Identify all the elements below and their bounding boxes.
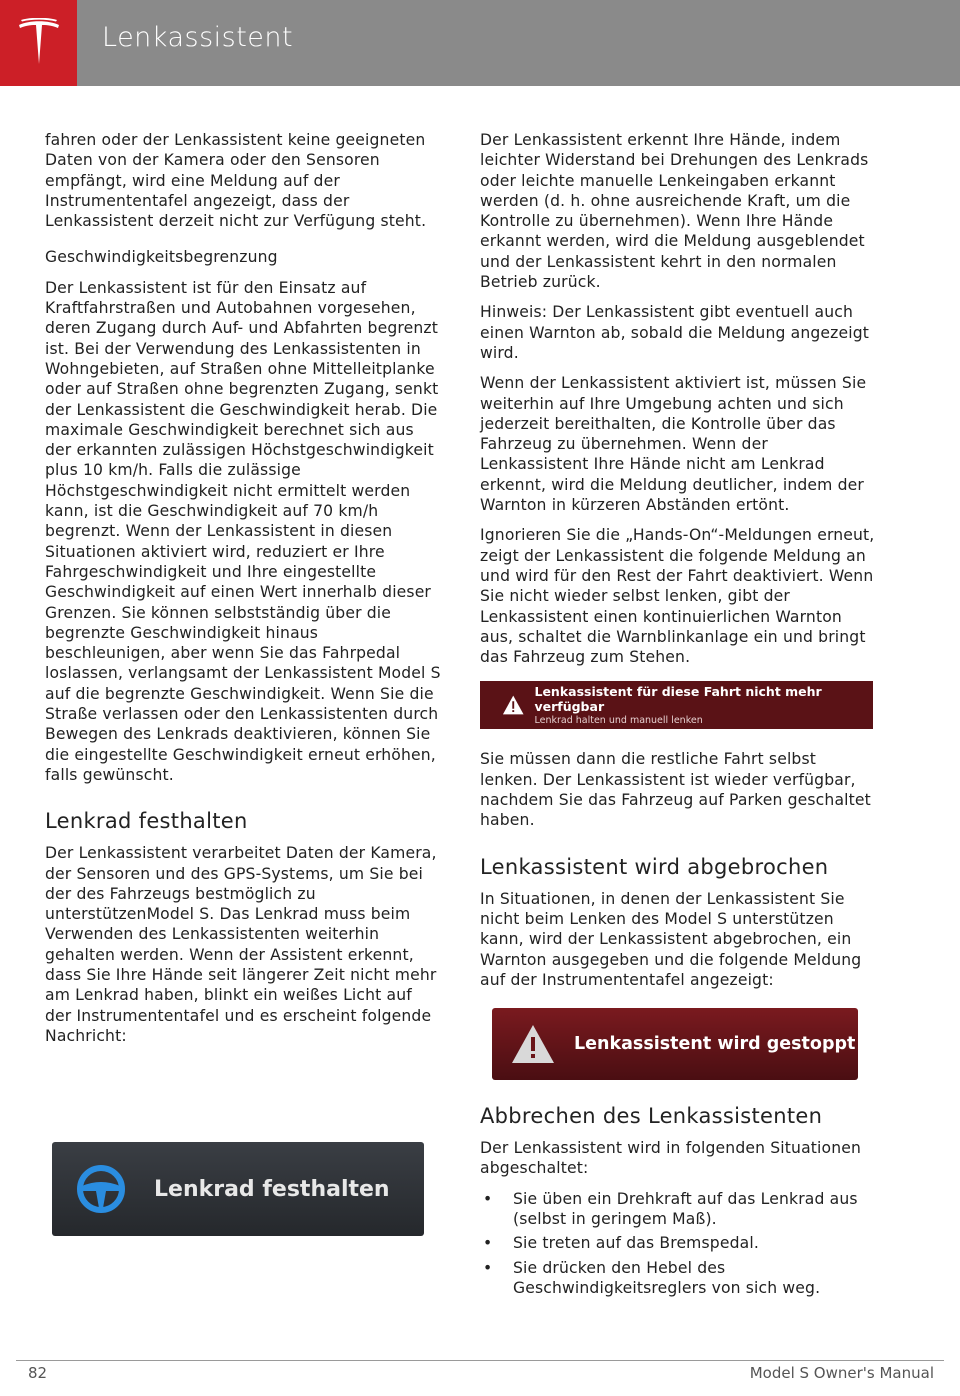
warning-icon <box>502 694 524 716</box>
warning-icon <box>510 1023 556 1065</box>
attention-paragraph: Wenn der Lenkassistent aktiviert ist, müssen Sie weiterhin auf Ihre Umgebung achten und sich jederzeit bereithalten, die Kontrolle über das Fahrzeug zu übernehmen. Wenn der Lenkassistent Ihre Hände nicht am Lenkrad erkennt, wird die Meldung deutlicher, indem der Warnton in kürzeren Abständen ertönt. <box>480 374 867 515</box>
tesla-logo-icon <box>16 18 62 68</box>
manual-title: Model S Owner's Manual <box>749 1364 934 1382</box>
note-paragraph: Hinweis: Der Lenkassistent gibt eventuell auch einen Warnton ab, sobald die Meldung angezeigt wird. <box>480 303 870 362</box>
stopped-alert-image <box>492 1008 858 1080</box>
list-item: • Sie treten auf das Bremspedal. <box>483 1234 759 1253</box>
abort-paragraph: In Situationen, in denen der Lenkassistent Sie nicht beim Lenken des Model S unterstützen kann, wird der Lenkassistent abgebrochen, ein Warnton ausgegeben und die folgende Meldung auf der Instrumententafel angezeigt: <box>480 889 862 989</box>
page-number: 82 <box>28 1364 48 1382</box>
left-column <box>45 130 441 1056</box>
right-column <box>480 130 876 1302</box>
hold-wheel-heading: Lenkrad festhalten <box>45 809 248 834</box>
stopped-alert-text: Lenkassistent wird gestoppt <box>574 1034 856 1055</box>
list-item: • Sie üben ein Drehkraft auf das Lenkrad aus (selbst in geringem Maß). <box>483 1189 858 1228</box>
unavailable-alert-title: Lenkassistent für diese Fahrt nicht mehr verfügbar <box>534 683 822 714</box>
page-header <box>0 0 960 86</box>
list-item: • Sie drücken den Hebel des Geschwindigkeitsreglers von sich weg. <box>483 1258 821 1297</box>
cancel-paragraph: Der Lenkassistent wird in folgenden Situationen abgeschaltet: <box>480 1139 862 1178</box>
manual-drive-paragraph: Sie müssen dann die restliche Fahrt selbst lenken. Der Lenkassistent ist wieder verfügbar, nachdem Sie das Fahrzeug auf Parken geschaltet haben. <box>480 750 871 830</box>
hands-detect-paragraph: Der Lenkassistent erkennt Ihre Hände, indem leichter Widerstand bei Drehungen des Lenkrads oder leichte manuelle Lenkeingaben erkannt werden (d. h. ohne ausreichende Kraft, um die Kontrolle zu übernehmen). Wenn Ihre Hände erkannt werden, wird die Meldung ausgeblendet und der Lenkassistent kehrt in den normalen Betrieb zurück. <box>480 131 869 292</box>
steering-wheel-icon <box>76 1164 126 1214</box>
hold-wheel-paragraph: Der Lenkassistent verarbeitet Daten der Kamera, der Sensoren und des GPS-Systems, um Sie bei der des Fahrzeugs bestmöglich zu unterstützenModel S. Das Lenkrad muss beim Verwenden des Lenkassistenten weiterhin gehalten werden. Wenn der Assistent erkennt, dass Sie Ihre Hände seit längerer Zeit nicht mehr am Lenkrad haben, blinkt ein weißes Licht auf der Instrumententafel und es erscheint folgende Nachricht: <box>45 844 437 1045</box>
cancel-heading: Abbrechen des Lenkassistenten <box>480 1104 823 1129</box>
footer-divider <box>16 1360 944 1361</box>
abort-heading: Lenkassistent wird abgebrochen <box>480 854 829 879</box>
speed-limit-paragraph: Der Lenkassistent ist für den Einsatz auf Kraftfahrstraßen und Autobahnen vorgesehen, deren Zugang durch Auf- und Abfahrten begrenzt ist. Bei der Verwendung des Lenkassistenten in Wohngebieten, auf Straßen ohne Mittelleitplanke oder auf Straßen ohne begrenzten Zugang, senkt der Lenkassistent die Geschwindigkeit herab. Die maximale Geschwindigkeit berechnet sich aus der erkannten zulässigen Höchstgeschwindigkeit plus 10 km/h. Falls die zulässige Höchstgeschwindigkeit nicht ermittelt werden kann, ist die Geschwindigkeit auf 70 km/h begrenzt. Wenn der Lenkassistent in diesen Situationen aktiviert wird, reduziert er Ihre Fahrgeschwindigkeit und Ihre eingestellte Geschwindigkeit auf einen Wert innerhalb dieser Grenzen. Sie können selbstständig über die begrenzte Geschwindigkeit hinaus beschleunigen, aber wenn Sie das Fahrpedal loslassen, verlangsamt der Lenkassistent Model S auf die begrenzte Geschwindigkeit. Wenn Sie die Straße verlassen oder den Lenkassistenten durch Bewegen des Lenkrads deaktivieren, können Sie die eingestellte Geschwindigkeit erneut erhöhen, falls gewünscht. <box>45 278 441 784</box>
tesla-logo <box>0 0 77 86</box>
unavailable-alert-subtitle: Lenkrad halten und manuell lenken <box>534 714 703 726</box>
hold-wheel-alert-image <box>52 1142 424 1236</box>
speed-limit-subheading: Geschwindigkeitsbegrenzung <box>45 248 278 267</box>
ignore-paragraph: Ignorieren Sie die „Hands-On“-Meldungen erneut, zeigt der Lenkassistent die folgende Meldung an und wird für den Rest der Fahrt deaktiviert. Wenn Sie nicht wieder selbst lenken, gibt der Lenkassistent einen kontinuierlichen Warnton aus, schaltet die Warnblinkanlage ein und bringt das Fahrzeug zum Stehen. <box>480 526 875 667</box>
intro-paragraph: fahren oder der Lenkassistent keine geeigneten Daten von der Kamera oder den Sensoren empfängt, wird eine Meldung auf der Instrumententafel angezeigt, dass der Lenkassistent derzeit nicht zur Verfügung steht. <box>45 131 427 231</box>
hold-wheel-alert-text: Lenkrad festhalten <box>154 1176 390 1202</box>
unavailable-alert-image <box>480 681 873 729</box>
cancel-list <box>480 1189 876 1298</box>
page-title: Lenkassistent <box>102 22 294 53</box>
